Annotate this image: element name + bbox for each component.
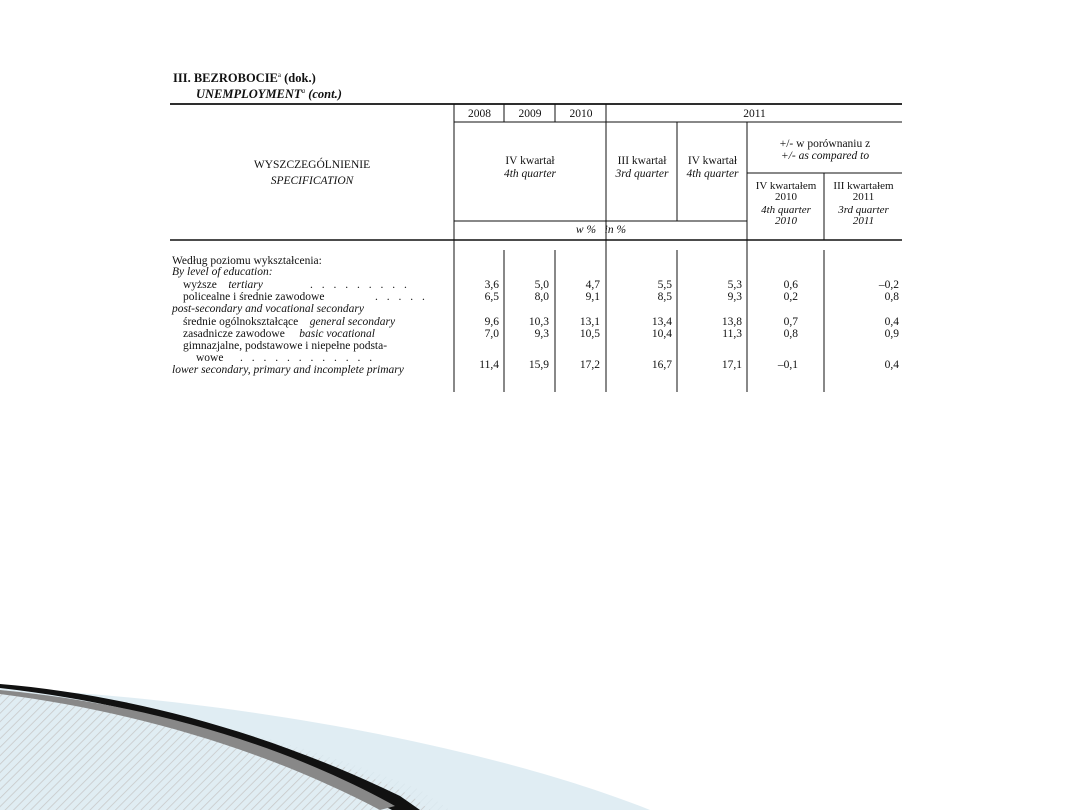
table-cell: 10,5 — [579, 328, 600, 340]
cmp1-year: 2010 — [775, 191, 797, 203]
table-cell: 9,3 — [534, 328, 549, 340]
cmp2-year: 2011 — [852, 191, 875, 203]
compare-en: +/- as compared to — [780, 150, 870, 162]
row-label: wyższe tertiary — [183, 279, 263, 291]
table-cell: –0,1 — [777, 359, 798, 371]
title-pl: III. BEZROBOCIE — [173, 71, 278, 86]
iv-kwartal-en: 4th quarter — [503, 168, 557, 180]
table-cell: 7,0 — [484, 328, 499, 340]
cmp2-en: 3rd quarter — [838, 204, 889, 216]
table-cell: 17,1 — [721, 359, 742, 371]
row-label: średnie ogólnokształcące general secondary — [183, 316, 396, 328]
row-label: post-secondary and vocational secondary — [172, 303, 364, 315]
iii-kwartal-pl: III kwartał — [617, 155, 667, 167]
table-cell: 8,0 — [534, 291, 549, 303]
table-cell: 11,4 — [479, 359, 499, 371]
table-cell: 0,8 — [884, 291, 899, 303]
table-cell: 0,4 — [884, 316, 899, 328]
table-cell: 0,2 — [783, 291, 798, 303]
spec-header-en: SPECIFICATION — [270, 175, 354, 187]
row-label: zasadnicze zawodowe basic vocational — [183, 328, 375, 340]
table-cell: 11,3 — [722, 328, 742, 340]
cmp1-pl: IV kwartałem — [755, 180, 817, 192]
table-cell: 3,6 — [484, 279, 499, 291]
table-cell: 0,6 — [783, 279, 798, 291]
table-cell: 6,5 — [484, 291, 499, 303]
cmp2-pl: III kwartałem — [833, 180, 894, 192]
table-cell: 10,4 — [651, 328, 672, 340]
table-cell: –0,2 — [878, 279, 899, 291]
section-heading-pl: Według poziomu wykształcenia: — [172, 255, 322, 267]
year-2011: 2011 — [743, 108, 766, 120]
row-label: policealne i średnie zawodowe — [183, 291, 325, 303]
table-cell: 5,0 — [534, 279, 549, 291]
year-2008: 2008 — [468, 108, 491, 120]
table-cell: 5,3 — [727, 279, 742, 291]
table-cell: 9,6 — [484, 316, 499, 328]
leader-dots: . . . . . — [375, 291, 428, 303]
table-cell: 16,7 — [651, 359, 672, 371]
compare-pl: +/- w porównaniu z — [779, 138, 871, 150]
cmp2-en-year: 2011 — [852, 215, 875, 227]
table-cell: 0,4 — [884, 359, 899, 371]
table-cell: 0,9 — [884, 328, 899, 340]
table-cell: 0,8 — [783, 328, 798, 340]
table-cell: 15,9 — [528, 359, 549, 371]
leader-dots: . . . . . . . . . — [310, 279, 410, 291]
leader-dots: . . . . . . . . . . . . — [240, 352, 376, 364]
spec-header-pl: WYSZCZEGÓLNIENIE — [253, 159, 371, 171]
table-cell: 5,5 — [657, 279, 672, 291]
year-2010: 2010 — [569, 108, 593, 120]
row-label: wowe — [196, 352, 224, 364]
year-2009: 2009 — [518, 108, 542, 120]
table-cell: 13,4 — [651, 316, 672, 328]
table-cell: 0,7 — [783, 316, 798, 328]
table-cell: 8,5 — [657, 291, 672, 303]
iv-kwartal2-pl: IV kwartał — [687, 155, 738, 167]
row-label: gimnazjalne, podstawowe i niepełne podsta- — [183, 340, 388, 352]
unit-label: w % in % — [575, 224, 627, 236]
table-cell: 13,8 — [721, 316, 742, 328]
iii-kwartal-en: 3rd quarter — [615, 168, 669, 180]
title-en: UNEMPLOYMENT — [196, 87, 302, 102]
table-cell: 4,7 — [585, 279, 600, 291]
table-cell: 13,1 — [579, 316, 600, 328]
cmp1-en: 4th quarter — [761, 204, 811, 216]
iv-kwartal2-en: 4th quarter — [686, 168, 739, 180]
table-cell: 10,3 — [528, 316, 549, 328]
section-heading-en: By level of education: — [172, 266, 273, 278]
table-title: III. BEZROBOCIE$^a$ (dok.) UNEMPLOYMENT$^a$ (cont.) — [173, 71, 342, 102]
table-cell: 17,2 — [579, 359, 600, 371]
cmp1-en-year: 2010 — [775, 215, 797, 227]
table-cell: 9,3 — [727, 291, 742, 303]
table-cell: 9,1 — [585, 291, 600, 303]
row-label: lower secondary, primary and incomplete primary — [172, 364, 404, 376]
iv-kwartal-pl: IV kwartał — [505, 155, 555, 167]
